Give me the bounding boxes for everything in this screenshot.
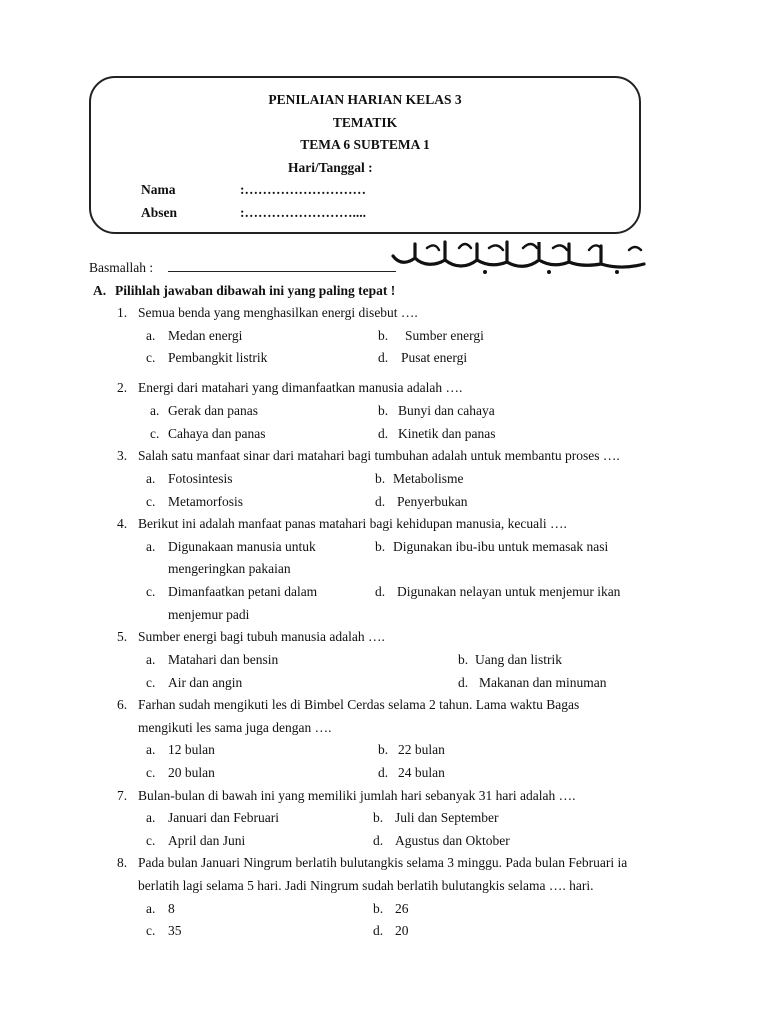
question-text-continued: mengikuti les sama juga dengan …. — [138, 720, 332, 735]
option-text: Metamorfosis — [168, 494, 243, 509]
basmallah-arabic-text: بِسْمِ اللَّهِ الرَّحْمَنِ الرَّحِيمِ — [389, 236, 399, 237]
question-number: 4. — [117, 516, 128, 531]
option-text: Sumber energi — [405, 328, 484, 343]
option-text: 8 — [168, 901, 175, 916]
exam-subject: TEMATIK — [332, 115, 398, 130]
option-text: Penyerbukan — [397, 494, 468, 509]
question-text-continued: berlatih lagi selama 5 hari. Jadi Ningrum sudah berlatih bulutangkis selama …. hari. — [138, 878, 594, 893]
option-text: Pembangkit listrik — [168, 350, 268, 365]
option-letter: a. — [146, 810, 156, 825]
basmallah-line — [168, 271, 396, 272]
option-text: Dimanfaatkan petani dalam — [168, 584, 318, 599]
option-text: Juli dan September — [395, 810, 499, 825]
question-number: 6. — [117, 697, 128, 712]
question-number: 7. — [117, 788, 128, 803]
option-text: Makanan dan minuman — [479, 675, 607, 690]
option-letter: b. — [373, 901, 384, 916]
option-text: 26 — [395, 901, 409, 916]
question-text: Pada bulan Januari Ningrum berlatih bulutangkis selama 3 minggu. Pada bulan Februari ia — [138, 855, 628, 870]
option-text: 20 bulan — [168, 765, 215, 780]
option-letter: b. — [378, 742, 389, 757]
option-text: Uang dan listrik — [475, 652, 562, 667]
option-text-continued: mengeringkan pakaian — [168, 561, 291, 576]
question-text: Sumber energi bagi tubuh manusia adalah …. — [138, 629, 385, 644]
option-letter: d. — [378, 350, 389, 365]
option-text: Air dan angin — [168, 675, 243, 690]
option-text: Kinetik dan panas — [398, 426, 496, 441]
option-letter: d. — [373, 833, 384, 848]
option-letter: d. — [378, 765, 389, 780]
question-number: 5. — [117, 629, 128, 644]
option-letter: d. — [378, 426, 389, 441]
option-letter: a. — [146, 471, 156, 486]
option-letter: b. — [375, 539, 386, 554]
option-letter: b. — [375, 471, 386, 486]
option-letter: c. — [146, 584, 156, 599]
option-letter: a. — [150, 403, 160, 418]
question-number: 2. — [117, 380, 128, 395]
option-text: Matahari dan bensin — [168, 652, 279, 667]
option-letter: a. — [146, 901, 156, 916]
option-letter: b. — [373, 810, 384, 825]
option-text: Pusat energi — [401, 350, 468, 365]
option-text: Agustus dan Oktober — [395, 833, 510, 848]
option-letter: c. — [146, 350, 156, 365]
option-text: Metabolisme — [393, 471, 464, 486]
option-text: Fotosintesis — [168, 471, 233, 486]
absen-label: Absen — [141, 205, 178, 220]
option-text-continued: menjemur padi — [168, 607, 250, 622]
option-text: 22 bulan — [398, 742, 445, 757]
section-marker: A. — [93, 283, 107, 298]
section-title: Pilihlah jawaban dibawah ini yang paling tepat ! — [115, 283, 396, 298]
option-letter: a. — [146, 652, 156, 667]
option-letter: c. — [146, 494, 156, 509]
option-text: April dan Juni — [168, 833, 246, 848]
exam-theme: TEMA 6 SUBTEMA 1 — [300, 137, 430, 152]
option-letter: b. — [378, 328, 389, 343]
option-letter: a. — [146, 539, 156, 554]
question-text: Berikut ini adalah manfaat panas matahari bagi kehidupan manusia, kecuali …. — [138, 516, 567, 531]
option-text: 20 — [395, 923, 409, 938]
header-box — [89, 76, 641, 234]
option-letter: c. — [146, 833, 156, 848]
option-letter: d. — [458, 675, 469, 690]
option-letter: d. — [375, 584, 386, 599]
exam-title: PENILAIAN HARIAN KELAS 3 — [268, 92, 462, 107]
option-text: Cahaya dan panas — [168, 426, 266, 441]
option-text: Digunakaan manusia untuk — [168, 539, 316, 554]
option-letter: a. — [146, 328, 156, 343]
option-text: Bunyi dan cahaya — [398, 403, 495, 418]
option-text: Gerak dan panas — [168, 403, 258, 418]
option-text: 12 bulan — [168, 742, 215, 757]
question-number: 1. — [117, 305, 128, 320]
question-number: 8. — [117, 855, 128, 870]
question-text: Farhan sudah mengikuti les di Bimbel Cerdas selama 2 tahun. Lama waktu Bagas — [138, 697, 580, 712]
question-text: Semua benda yang menghasilkan energi disebut …. — [138, 305, 418, 320]
option-text: Januari dan Februari — [168, 810, 279, 825]
option-text: Digunakan nelayan untuk menjemur ikan — [397, 584, 621, 599]
name-field: :……………………… — [240, 182, 366, 197]
option-text: Medan energi — [168, 328, 243, 343]
option-letter: d. — [375, 494, 386, 509]
option-letter: b. — [458, 652, 469, 667]
question-text: Bulan-bulan di bawah ini yang memiliki jumlah hari sebanyak 31 hari adalah …. — [138, 788, 576, 803]
option-text: 35 — [168, 923, 182, 938]
date-label: Hari/Tanggal : — [288, 160, 373, 175]
option-letter: c. — [146, 765, 156, 780]
basmallah-label: Basmallah : — [89, 260, 154, 275]
absen-field: :…………………….... — [240, 205, 366, 220]
name-label: Nama — [141, 182, 176, 197]
option-letter: c. — [146, 923, 156, 938]
question-number: 3. — [117, 448, 128, 463]
option-letter: d. — [373, 923, 384, 938]
option-letter: a. — [146, 742, 156, 757]
option-letter: b. — [378, 403, 389, 418]
basmallah-calligraphy — [389, 236, 651, 276]
question-text: Salah satu manfaat sinar dari matahari bagi tumbuhan adalah untuk membantu proses …. — [138, 448, 620, 463]
question-text: Energi dari matahari yang dimanfaatkan manusia adalah …. — [138, 380, 463, 395]
option-letter: c. — [146, 675, 156, 690]
option-text: Digunakan ibu-ibu untuk memasak nasi — [393, 539, 609, 554]
option-letter: c. — [150, 426, 160, 441]
option-text: 24 bulan — [398, 765, 445, 780]
